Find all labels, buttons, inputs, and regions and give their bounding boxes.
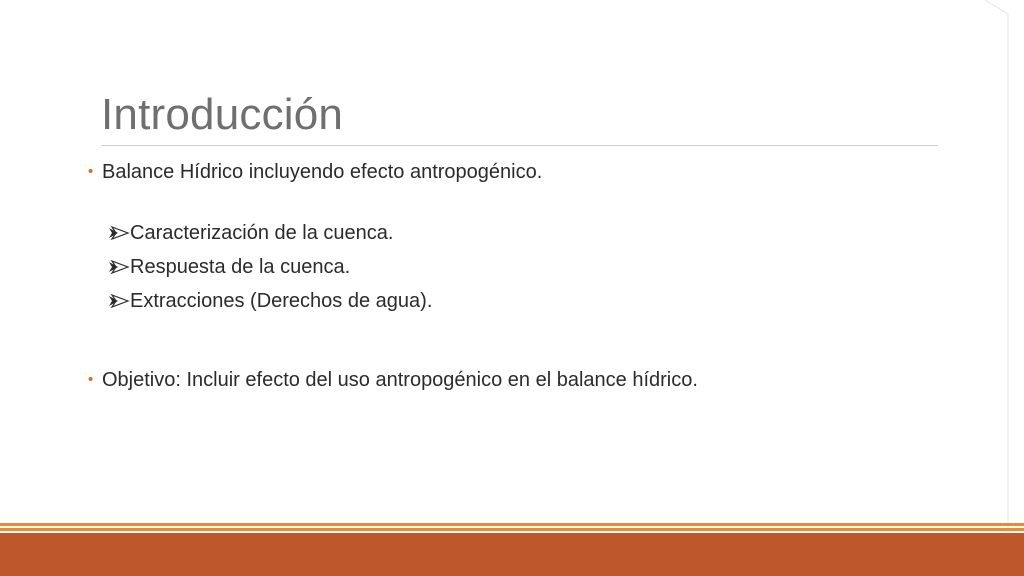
arrow-bullet-icon: [108, 260, 130, 274]
arrow-bullet-icon: [108, 294, 130, 308]
bullet-dot-icon: •: [88, 163, 94, 180]
sub-bullet-item: [108, 220, 393, 246]
bullet-text: Balance Hídrico incluyendo efecto antropogénico.: [102, 161, 543, 183]
bullet-text: Objetivo: Incluir efecto del uso antropogénico en el balance hídrico.: [102, 369, 698, 391]
sub-bullet-text: Respuesta de la cuenca.: [130, 256, 351, 278]
sub-bullet-text: Caracterización de la cuenca.: [130, 222, 394, 244]
footer-accent-line: [0, 523, 1024, 526]
sub-bullet-item: [108, 288, 432, 314]
bullet-item: [88, 367, 698, 393]
bullet-item: [88, 159, 542, 185]
bullet-dot-icon: •: [88, 371, 94, 388]
arrow-bullet-icon: [108, 226, 130, 240]
footer-band: [0, 533, 1024, 576]
slide-title: Introducción: [101, 90, 344, 139]
footer-accent-line: [0, 528, 1024, 531]
sub-bullet-item: [108, 254, 350, 280]
sub-bullet-text: Extracciones (Derechos de agua).: [130, 290, 433, 312]
corner-line-decoration: [984, 0, 1024, 576]
title-divider: [101, 145, 938, 146]
